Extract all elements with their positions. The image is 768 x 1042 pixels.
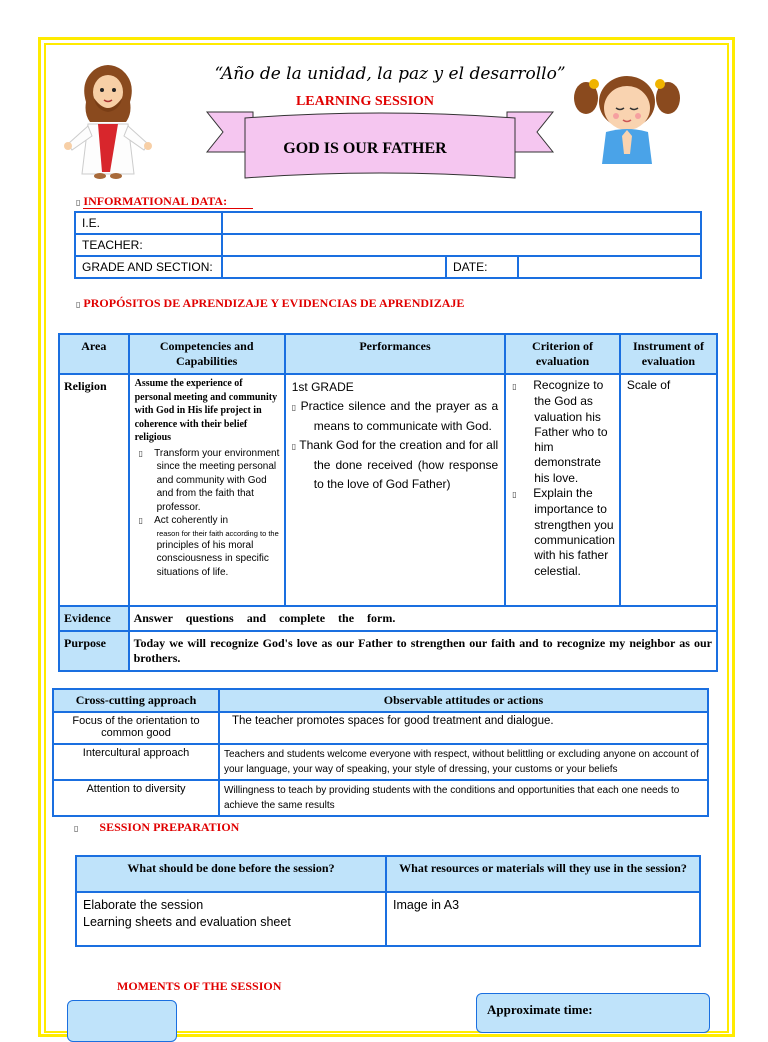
criterion-cell [505,374,620,606]
moments-heading: MOMENTS OF THE SESSION [117,979,282,993]
ie-field[interactable] [222,212,701,234]
action-3: Willingness to teach by providing students with the conditions and opportunities that each one needs to achieve the same results [219,780,708,816]
purposes-heading [76,296,464,311]
bullet-box-icon: ▯ [291,402,297,412]
date-label: DATE: [446,256,518,278]
year-motto: “Año de la unidad, la paz y el desarrollo” [214,64,566,84]
learning-purposes-table [58,333,718,672]
moment-box [67,1000,177,1042]
bullet-box-icon: ▯ [512,490,517,500]
capability-2-rest: principles of his moral consciousness in specific situations of life. [156,539,269,578]
bullet-box-icon: ▯ [76,300,81,309]
cross-cutting-table [52,688,709,817]
preparation-table [75,855,701,947]
bullet-box-icon: ▯ [138,448,143,458]
jesus-illustration [58,52,158,180]
informational-heading [76,194,253,209]
col-competencies: Competencies and Capabilities [129,334,285,374]
competency-text: Assume the experience of personal meeting and community with God in His life project in coherence with their belief religious [134,378,278,443]
evidence-text: Answer questions and complete the form. [129,606,717,631]
bullet-box-icon: ▯ [512,382,517,391]
bullet-box-icon: ▯ [74,824,79,833]
informational-table [74,211,702,279]
col-performances: Performances [285,334,505,374]
instrument-cell: Scale of [620,374,717,606]
col-cross-cutting: Cross-cutting approach [53,689,219,712]
capability-1-text: Transform your environment since the meeting personal and community with God and from the faith that professor. [154,447,280,513]
criterion-1-text: Recognize to the God as valuation his Father who to him demonstrate his love. [533,378,608,485]
evidence-label: Evidence [59,606,129,631]
teacher-label: TEACHER: [75,234,222,256]
resources-cell: Image in A3 [386,892,700,946]
col-instrument: Instrument of evaluation [620,334,717,374]
date-field[interactable] [518,256,701,278]
performance-1 [292,397,498,436]
criterion-2 [510,486,615,579]
bullet-box-icon: ▯ [291,441,297,451]
performance-1-text: Practice silence and the prayer as a means to communicate with God. [300,398,499,433]
performance-2-text: Thank God for the creation and for all the done received (how response to the love of God Father) [299,437,499,491]
session-title: GOD IS OUR FATHER [283,140,447,157]
performance-2 [292,436,498,494]
col-resources: What resources or materials will they use in the session? [386,856,700,892]
capability-1 [135,447,281,515]
capability-2-text-a: Act coherently in [154,515,229,526]
capability-2 [135,514,281,528]
before-item-2: Learning sheets and evaluation sheet [83,915,291,929]
criterion-2-text: Explain the importance to strengthen you communication with his father celestial. [533,486,615,578]
approach-3: Attention to diversity [53,780,219,816]
col-criterion: Criterion of evaluation [505,334,620,374]
approach-1: Focus of the orientation to common good [53,712,219,744]
informational-heading-text: INFORMATIONAL DATA: [83,194,253,209]
col-before-session: What should be done before the session? [76,856,386,892]
before-item-1: Elaborate the session [83,898,204,912]
grade-section-field[interactable] [222,256,446,278]
grade-label: 1st GRADE [291,380,354,394]
action-1: The teacher promotes spaces for good treatment and dialogue. [219,712,708,744]
col-area: Area [59,334,129,374]
learning-session-label: LEARNING SESSION [295,94,435,109]
performances-cell [285,374,505,606]
purpose-label: Purpose [59,631,129,671]
approach-2: Intercultural approach [53,744,219,780]
preparation-heading [74,820,239,835]
capability-2-small: reason for their faith according to the [156,528,279,538]
criterion-1 [510,378,615,486]
purpose-text: Today we will recognize God's love as our Father to strengthen our faith and to recognize my neighbor as our brothers. [129,631,717,671]
bullet-box-icon: ▯ [138,516,143,525]
preparation-heading-text: SESSION PREPARATION [99,820,240,834]
competencies-cell [129,374,285,606]
grade-section-label: GRADE AND SECTION: [75,256,222,278]
bullet-box-icon: ▯ [76,198,81,207]
col-observable: Observable attitudes or actions [219,689,708,712]
action-2: Teachers and students welcome everyone with respect, without belittling or excluding anyone on account of your language, your way of speaking, your style of dressing, your customs or your beliefs [219,744,708,780]
area-cell: Religion [59,374,129,606]
ie-label: I.E. [75,212,222,234]
teacher-field[interactable] [222,234,701,256]
approximate-time-box: Approximate time: [476,993,710,1033]
praying-girl-illustration [572,70,682,166]
before-session-cell [76,892,386,946]
purposes-heading-text: PROPÓSITOS DE APRENDIZAJE Y EVIDENCIAS DE APRENDIZAJE [83,296,465,310]
